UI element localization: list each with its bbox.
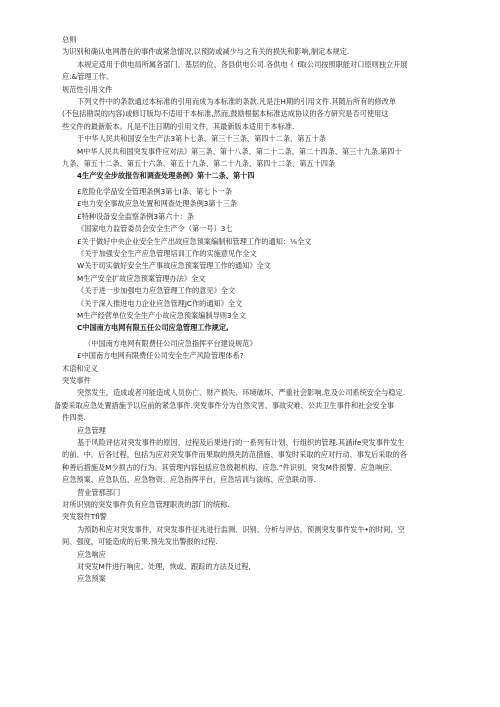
- paragraph-line: 为预防和应对突发事件，对突发事件征兆进行监测、识别、分析与评估，预测突发事件发牛•的时间、空: [77, 524, 405, 534]
- paragraph-line: 件四类.: [62, 413, 86, 423]
- term-title: 应急管理: [77, 425, 106, 435]
- reference-item: C中国南方电网有限五任公司应急管理工作规定,: [77, 323, 229, 333]
- paragraph-line: 应急预案、应急队伍、应急物资、应急指挥平台、应急培训与演练、应急联动等.: [62, 475, 316, 485]
- paragraph-line: 对所识别的突发事件负有应急管理职责的部门的统称.: [62, 500, 230, 510]
- paragraph-line: 为识别和确认电网潜在的事件或紧急情况,以预防或减少与之有关的损失和影响,制定本规定.: [62, 47, 350, 57]
- reference-item: 九条、第五十二条、第五十六条、第五十九条、第二十九条、第四十二条、第五十四条: [62, 159, 336, 169]
- reference-item: M中华人民共和国突发事件应对法》第三条、第十八条、第二十二条、第二十四条、第三十九条.第四十: [77, 146, 402, 156]
- reference-item: W关于切实做好安全生产事故应急预案管理工作的通知》全文: [77, 261, 271, 271]
- term-title: 营业管那部门: [77, 487, 121, 497]
- reference-item: 于中华人民共和国安全生产法3第卜七条、第三十三条、第四十二条、第五十条: [77, 134, 326, 144]
- reference-item: £关于做好中央企业安全生产出故应急预案编制和管理工作的通知：⅛全文: [77, 236, 312, 246]
- paragraph-line: 间、强度，可能造成的后果.预先发出警报的过程.: [62, 537, 218, 547]
- heading-terms: 术语和定义: [62, 363, 98, 373]
- reference-item: M生产安全扩故应急预案管理办法》全文: [77, 273, 206, 283]
- paragraph-line: 本规定适用于供电局所属各部门、基层的位、各县供电公司.各供电 亻f取公司按照职能对口原则独立开展: [77, 59, 408, 69]
- paragraph-line: 突然发生，造成或者可能造成人员伤亡、财产损失、环境破坏、严重社会影响.危及公司系统安全与稳定.: [77, 388, 406, 398]
- reference-item: £危险化学品安全管理条例3第七I条、第七卜一条: [77, 186, 233, 196]
- heading-general: 总则: [62, 35, 77, 44]
- reference-item: £中国南方电网有限费任公司安全生产风险管理体系?: [77, 351, 244, 361]
- paragraph-line: 应:&管理工作。: [62, 72, 114, 82]
- paragraph-line: (不包括勘误的内容)或修订版均不适用于本标准,然而,鼓励根据本标准达成协议的各方研究是否可使用这: [62, 109, 389, 119]
- paragraph-line: 下列文件中的条款通过本标准的引用而成为本标准的条款.凡是注H期的引用文件.其随后所有的修改单: [77, 97, 397, 107]
- term-title: 突发裂件Tfl警: [62, 512, 107, 522]
- paragraph-line: 备要采取应急处置措施予以应前的紧急事件.突发事件分为自然灾害、事故灾难、公共卫生事件和社会安全事: [54, 400, 395, 410]
- reference-item: 4生产安全步故报告和调查处理条例》第十二条、第十四: [77, 171, 255, 181]
- reference-item: £特种设备安全监察条例3第六十：条: [77, 211, 194, 221]
- term-title: 应急预案: [77, 574, 106, 584]
- reference-item: £电力安全事故应急处置和网查处理条例3第十三条: [77, 199, 238, 209]
- reference-item: M生产经营单位安全生产小故应急预案编制导则3全文: [77, 310, 246, 320]
- paragraph-line: 种善后措施及M少损古的行为。其管理内容包括应急级耜机构、应急.”件识别、突发M件预警、应急响应、: [62, 462, 397, 472]
- paragraph-line: 的前、中、后各过程，包括为应对突发事件而果取的预先防范措施、事发时采取的应对行动、事发后采取的各: [62, 450, 408, 460]
- reference-item: 《关于深入推进电力企业应急管理JC作的通知》全文: [77, 298, 243, 308]
- paragraph-line: 基于风险评估对突发事件的原因、过程及后果进行的一系列有计划、行组织的管理.其涵ife突发事件发生: [77, 438, 405, 447]
- reference-item: 《国家电力监管委员会安全生产令（第一号）3七: [77, 224, 233, 234]
- paragraph-line: 对突发M件进行响应、处理，恢或、跟踪的方法及过程,: [77, 562, 251, 572]
- heading-references: 规范性引用文件: [62, 84, 113, 94]
- reference-item: 《关于进一步加强电力应急管理工作的意见》全文: [77, 286, 236, 296]
- term-title: 应急响应: [77, 549, 106, 559]
- term-title: 突发事件: [62, 375, 91, 385]
- paragraph-line: 些文件的最新版本。凡是不注日期的引用文件，其最新版本适用于本标准.: [62, 121, 295, 131]
- reference-item: （中国南方电网有限费任公司应急指挥平台建设规范》: [84, 338, 257, 348]
- reference-item: 《关于加强安全生产应急管理培训工作的实施意见作全文: [77, 248, 257, 258]
